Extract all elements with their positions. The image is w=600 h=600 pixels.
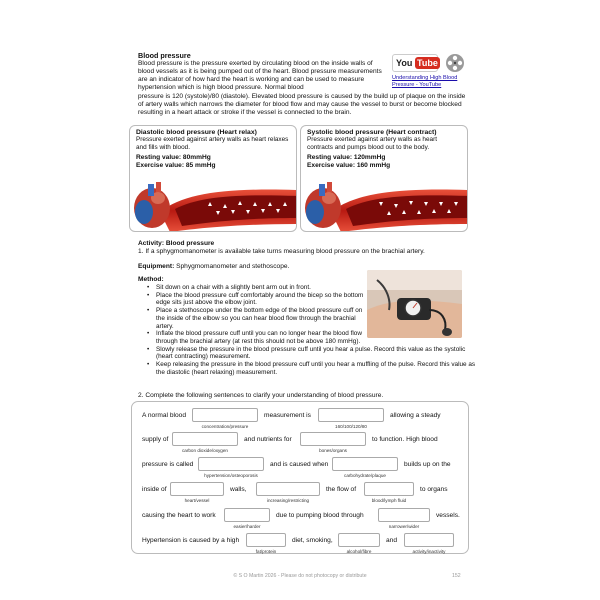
cloze-blank-4[interactable]	[300, 432, 366, 446]
cloze-hint: alcohol/fibre	[346, 549, 372, 554]
page-number: 152	[452, 573, 461, 579]
systolic-exercise: Exercise value: 160 mmHg	[307, 162, 391, 170]
intro-section	[138, 52, 386, 92]
method-step: • Inflate the blood pressure cuff until you can no longer hear the blood flow through the brachial artery (at rest this should not be above 180 mmHg).	[150, 330, 370, 345]
cloze-text: measurement is	[264, 412, 311, 419]
cloze-text: causing the heart to work	[142, 512, 216, 519]
cloze-hint: hypertension/osteoporosis	[204, 473, 258, 478]
diastolic-title: Diastolic blood pressure (Heart relax)	[136, 129, 257, 136]
cloze-blank-10[interactable]	[224, 508, 270, 522]
activity-question-2: 2. Complete the following sentences to clarify your understanding of blood pressure.	[138, 392, 384, 399]
cloze-text: inside of	[142, 486, 167, 493]
equipment-text: Sphygmomanometer and stethoscope.	[174, 263, 290, 270]
equipment-label: Equipment:	[138, 263, 175, 270]
cloze-text: allowing a steady	[390, 412, 441, 419]
cloze-blank-3[interactable]	[172, 432, 238, 446]
cloze-hint: fat/protein	[255, 549, 277, 554]
activity-section	[138, 240, 478, 256]
cloze-hint: easier/harder	[233, 524, 261, 529]
activity-question-1: 1. If a sphygmomanometer is available take turns measuring blood pressure on the brachial artery.	[138, 248, 425, 256]
diastolic-exercise: Exercise value: 85 mmHg	[136, 162, 216, 170]
method-step: • Slowly release the pressure in the blood pressure cuff until you hear a pulse. Record this value as the systolic (heart contracting) measurement.	[150, 346, 480, 361]
cloze-hint: carbohydrate/plaque	[344, 473, 386, 478]
cloze-blank-11[interactable]	[378, 508, 430, 522]
cloze-text: Hypertension is caused by a high	[142, 537, 240, 544]
cloze-blank-8[interactable]	[256, 482, 320, 496]
equipment-line	[138, 263, 289, 270]
cloze-text: and is caused when	[270, 461, 329, 468]
cloze-hint: heart/vessel	[184, 498, 210, 503]
method-step: • Sit down on a chair with a slightly bent arm out in front.	[150, 284, 370, 292]
cloze-blank-9[interactable]	[364, 482, 414, 496]
cloze-text: walls,	[230, 486, 247, 493]
diastolic-card	[129, 125, 297, 232]
systolic-values	[307, 154, 461, 170]
method-heading: Method:	[138, 276, 164, 283]
cloze-hint: bones/organs	[319, 448, 347, 453]
method-step: • Keep releasing the pressure in the blood pressure cuff until you hear a muffling of the pulse. Record this value as the diastolic (heart relaxing) measurement.	[150, 361, 480, 376]
method-step: • Place a stethoscope under the bottom edge of the blood pressure cuff on the inside of the elbow so you can hear blood flow through the brachial artery.	[150, 307, 370, 330]
cloze-hint: carbon dioxide/oxygen	[182, 448, 228, 453]
activity-heading: Activity: Blood pressure	[138, 240, 215, 247]
youtube-link-box[interactable]	[390, 52, 474, 92]
cloze-blank-2[interactable]	[318, 408, 384, 422]
diastolic-artery-illustration	[130, 182, 297, 232]
cloze-blank-14[interactable]	[404, 533, 454, 547]
systolic-artery-illustration	[301, 182, 468, 232]
cloze-blank-6[interactable]	[332, 457, 398, 471]
systolic-description: Pressure exerted against artery walls as heart contracts and pumps blood out to the body.	[307, 136, 438, 151]
cloze-blank-5[interactable]	[198, 457, 264, 471]
diastolic-resting: Resting value: 80mmHg	[136, 154, 211, 162]
cloze-hint: blood/lymph fluid	[371, 498, 407, 503]
cloze-text: to function. High blood	[372, 436, 438, 443]
cloze-text: supply of	[142, 436, 169, 443]
cloze-hint: narrower/wider	[388, 524, 420, 529]
blood-pressure-measurement-photo	[367, 270, 462, 338]
cloze-text: due to pumping blood through	[276, 512, 364, 519]
cloze-hint: increasing/restricting	[266, 498, 310, 503]
diastolic-description: Pressure exerted against artery walls as heart relaxes and fills with blood.	[136, 136, 289, 151]
diastolic-values	[136, 154, 290, 170]
youtube-logo[interactable]: You Tube	[392, 54, 438, 72]
cloze-text: the flow of	[326, 486, 357, 493]
cloze-blank-7[interactable]	[170, 482, 224, 496]
cloze-text: and nutrients for	[244, 436, 292, 443]
cloze-hint: activity/inactivity	[412, 549, 446, 554]
cloze-blank-1[interactable]	[192, 408, 258, 422]
systolic-title: Systolic blood pressure (Heart contract)	[307, 129, 437, 136]
cloze-hint: 160/100/120/80	[335, 424, 367, 429]
cloze-text: builds up on the	[404, 461, 451, 468]
cloze-blank-12[interactable]	[246, 533, 286, 547]
cloze-text: vessels.	[436, 512, 460, 519]
cloze-blank-13[interactable]	[338, 533, 380, 547]
intro-paragraph: Blood pressure is the pressure exerted by circulating blood on the inside walls of blood vessels as it is being pumped out of the heart. Blood pressure measurements are an indicator of how hard the heart is working and can be used to measure hypertension which is high blood pressure. Normal blood	[138, 60, 382, 92]
cloze-hint: concentration/pressure	[201, 424, 249, 429]
youtube-video-link[interactable]: Understanding High Blood Pressure - YouTube	[392, 75, 458, 88]
cloze-text: A normal blood	[142, 412, 186, 419]
method-step: • Place the blood pressure cuff comfortably around the bicep so the bottom edge sits just above the elbow joint.	[150, 292, 370, 307]
cloze-text: diet, smoking,	[292, 537, 333, 544]
copyright-footer: © S O Martin 2026 - Please do not photocopy or distribute	[233, 573, 367, 579]
intro-paragraph-continued: pressure is 120 (systole)/80 (diastole). Elevated blood pressure is caused by the build up of plaque on the inside of artery walls which narrows the diameter for blood flow and may cause the vessel to burst or become blocked resulting in a heart attack or stroke if the vessel is connected to the brain.	[138, 93, 466, 117]
systolic-card	[300, 125, 468, 232]
systolic-resting: Resting value: 120mmHg	[307, 154, 386, 162]
cloze-text: pressure is called	[142, 461, 194, 468]
cloze-text: and	[386, 537, 398, 544]
cloze-text: to organs	[420, 486, 448, 493]
film-reel-icon	[444, 52, 466, 74]
cloze-exercise-box	[131, 401, 469, 554]
intro-title: Blood pressure	[138, 51, 191, 60]
